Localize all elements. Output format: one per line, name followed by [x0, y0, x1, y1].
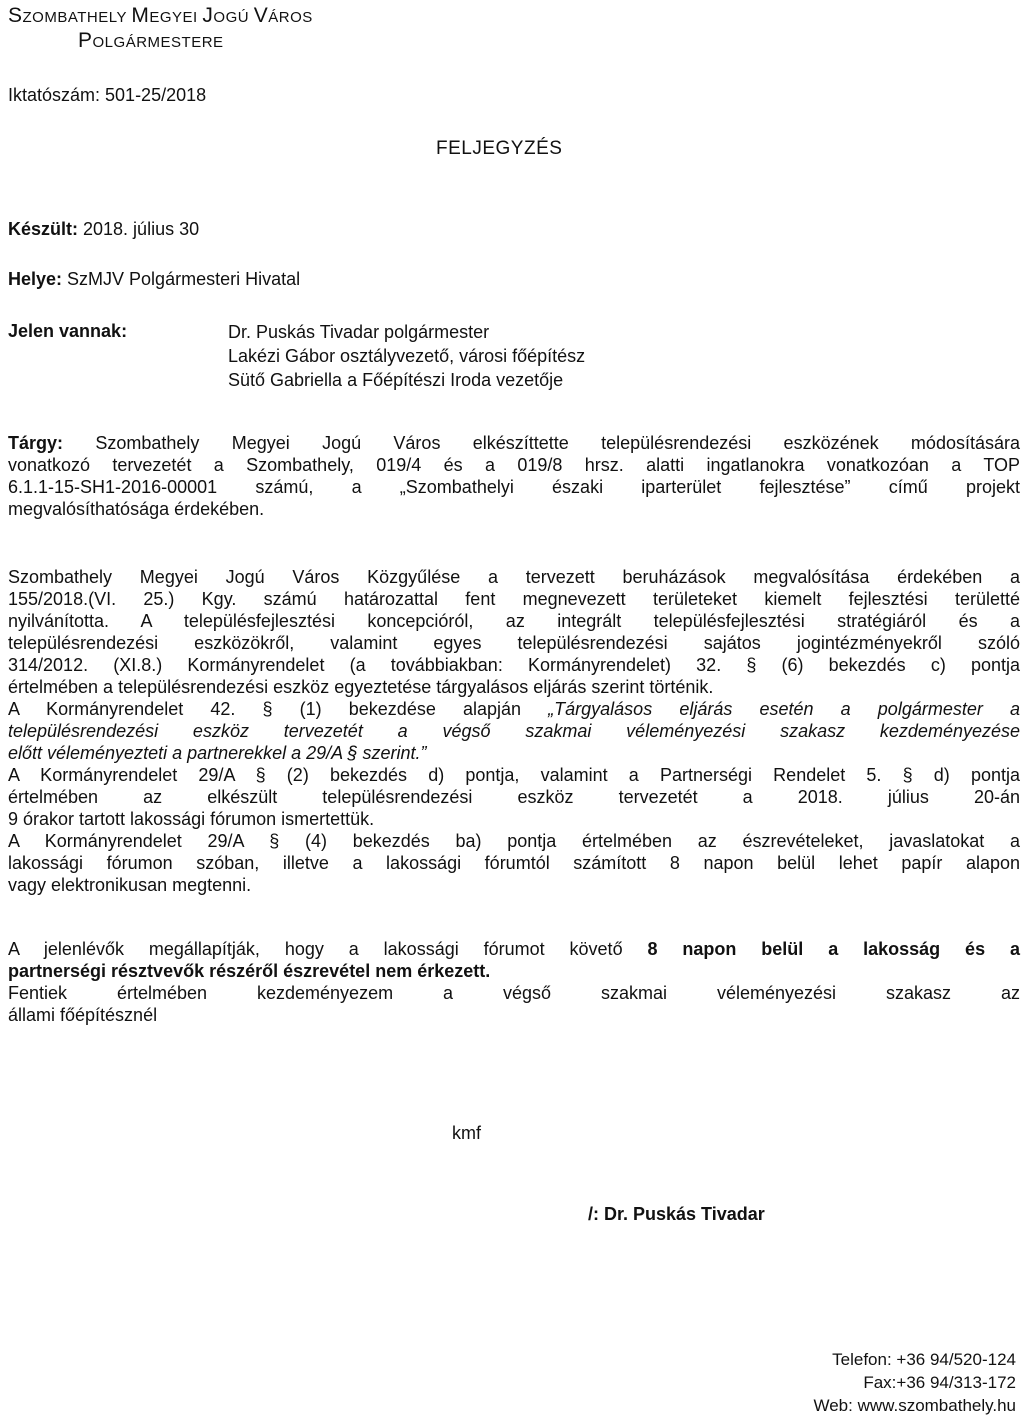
made-label: Készült: [8, 219, 79, 239]
quote-line: A Kormányrendelet 42. § (1) bekezdése alapján „Tárgyalásos eljárás esetén a polgármester a [8, 699, 1020, 719]
subject-line: megvalósíthatósága érdekében. [8, 499, 265, 519]
conclusion-line: A jelenlévők megállapítják, hogy a lakossági fórumot követő 8 napon belül a lakosság és a [8, 939, 1020, 959]
body-line: Szombathely Megyei Jogú Város Közgyűlése a tervezett beruházások megvalósítása érdekében a [8, 567, 1020, 587]
subject-line: Tárgy: Szombathely Megyei Jogú Város elkészíttette településrendezési eszközének módosítására [8, 433, 1020, 453]
body-line: nyilvánította. A településfejlesztési koncepcióról, az integrált településfejlesztési stratégiáról és a [8, 611, 1020, 631]
letterhead [8, 4, 313, 54]
made-date [8, 218, 199, 240]
body-line: értelmében a településrendezési eszköz egyeztetése tárgyalásos eljárás szerint történik. [8, 677, 714, 697]
remarks-line: lakossági fórumon szóban, illetve a lakossági fórumtól számított 8 napon belül lehet papír alapon [8, 853, 1020, 873]
quote-line: előtt véleményezteti a partnerekkel a 29/A § szerint.” [8, 743, 427, 763]
present-list [228, 320, 585, 392]
kmf-note: kmf [452, 1123, 481, 1143]
body-line: településrendezési eszközökről, valamint egyes településrendezési sajátos jogintézményekről szóló [8, 633, 1020, 653]
remarks-line: vagy elektronikusan megtenni. [8, 875, 252, 895]
subject-line: 6.1.1-15-SH1-2016-00001 számú, a „Szombathelyi északi iparterület fejlesztése” című projekt [8, 477, 1020, 497]
forum-line: A Kormányrendelet 29/A § (2) bekezdés d) pontja, valamint a Partnerségi Rendelet 5. § d) pontja [8, 765, 1020, 785]
letterhead-city: SZOMBATHELY MEGYEI JOGÚ VÁROS [8, 4, 313, 27]
made-value: 2018. július 30 [78, 219, 200, 239]
contact-phone: Telefon: +36 94/520-124 [832, 1350, 1016, 1369]
present-person: Dr. Puskás Tivadar polgármester [228, 322, 490, 342]
present-person: Sütő Gabriella a Főépítészi Iroda vezetője [228, 370, 564, 390]
document-title: FELJEGYZÉS [436, 138, 563, 159]
signature: /: Dr. Puskás Tivadar [588, 1204, 765, 1224]
contact-fax: Fax:+36 94/313-172 [863, 1373, 1016, 1392]
subject-line: vonatkozó tervezetét a Szombathely, 019/4 és a 019/8 hrsz. alatti ingatlanokra vonatkozóan a TOP [8, 455, 1020, 475]
contact-web: Web: www.szombathely.hu [813, 1396, 1016, 1415]
conclusion-line: partnerségi résztvevők részéről észrevétel nem érkezett. [8, 961, 491, 981]
contact-info [813, 1348, 1016, 1417]
remarks-line: A Kormányrendelet 29/A § (4) bekezdés ba) pontja értelmében az észrevételeket, javaslatokat a [8, 831, 1020, 851]
conclusion-paragraph [8, 938, 1020, 1026]
subject-label: Tárgy: [8, 433, 64, 453]
place-value: SzMJV Polgármesteri Hivatal [62, 269, 301, 289]
conclusion-line: állami főépítésznél [8, 1005, 158, 1025]
subject-paragraph [8, 432, 1020, 520]
forum-line: 9 órakor tartott lakossági fórumon ismertettük. [8, 809, 375, 829]
conclusion-line: Fentiek értelmében kezdeményezem a végső szakmai véleményezési szakasz az [8, 983, 1020, 1003]
body-line: 155/2018.(VI. 25.) Kgy. számú határozattal fent megnevezett területeket kiemelt fejlesztési területté [8, 589, 1020, 609]
body-text [8, 566, 1020, 896]
letterhead-office: POLGÁRMESTERE [78, 29, 224, 52]
quote-text: „Tárgyalásos eljárás esetén a polgármester a [548, 699, 1020, 719]
quote-line: településrendezési eszköz tervezetét a végső szakmai véleményezési szakasz kezdeményezése [8, 721, 1020, 741]
forum-line: értelmében az elkészült településrendezési eszköz tervezetét a 2018. július 20-án [8, 787, 1020, 807]
present-label: Jelen vannak: [8, 321, 128, 341]
reference-number: Iktatószám: 501-25/2018 [8, 85, 207, 105]
place-label: Helye: [8, 269, 63, 289]
meeting-place [8, 268, 300, 290]
body-line: 314/2012. (XI.8.) Kormányrendelet (a továbbiakban: Kormányrendelet) 32. § (6) bekezdés c) pontja [8, 655, 1020, 675]
present-person: Lakézi Gábor osztályvezető, városi főépítész [228, 346, 586, 366]
